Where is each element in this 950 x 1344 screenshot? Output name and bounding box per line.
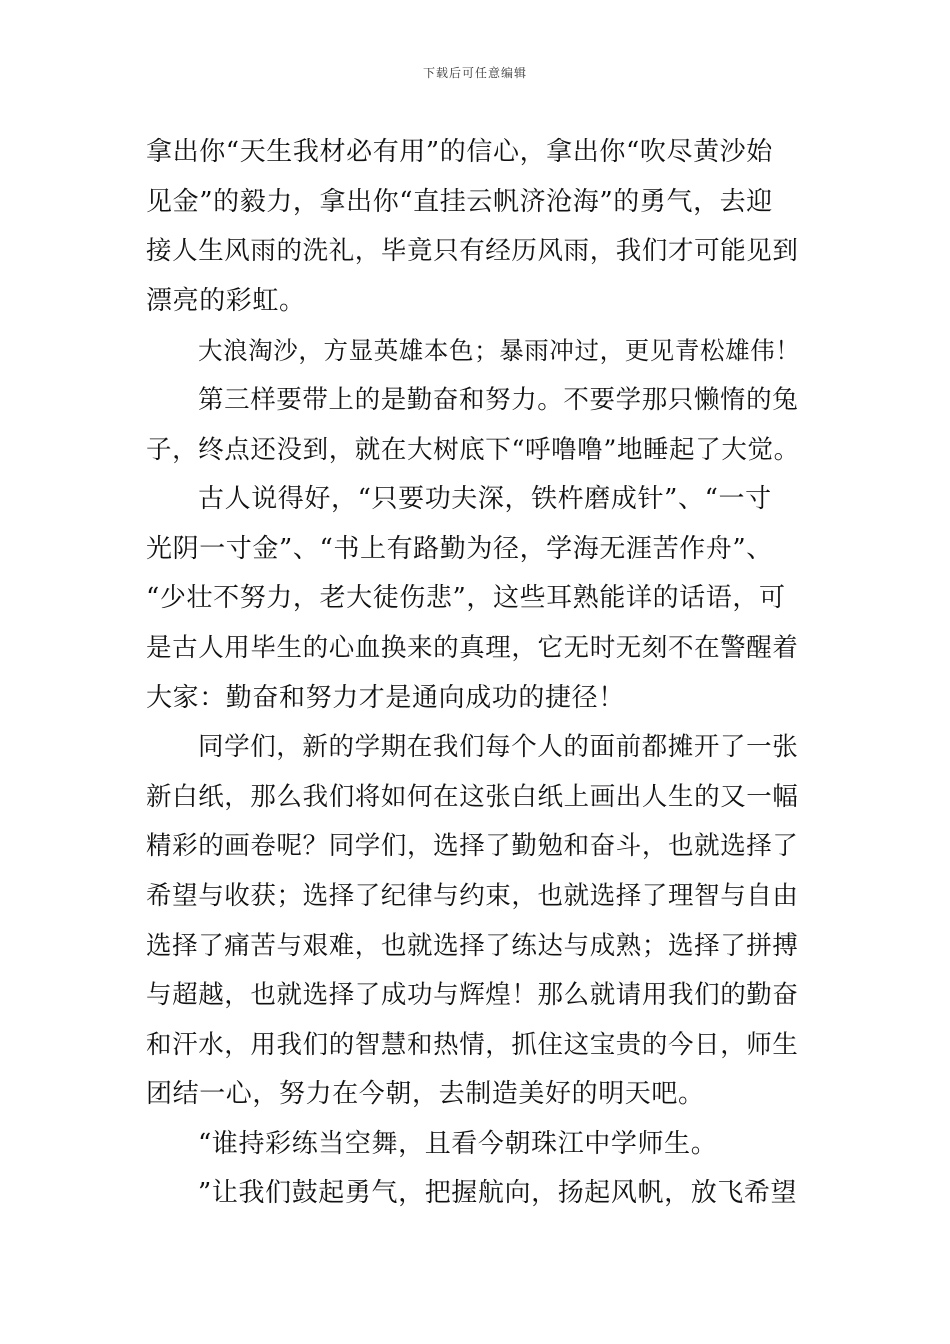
text-line: 和汗水，用我们的智慧和热情，抓住这宝贵的今日，师生 [146,1029,799,1060]
text-line: 接人生风雨的洗礼，毕竟只有经历风雨，我们才可能见到 [146,236,799,267]
text-line: 同学们，新的学期在我们每个人的面前都摊开了一张 [198,732,799,763]
text-line: “少壮不努力，老大徒伤悲”，这些耳熟能详的话语，可 [146,583,786,614]
page-header: 下载后可任意编辑 [422,66,527,80]
text-line: 大浪淘沙，方显英雄本色；暴雨冲过，更见青松雄伟！ [198,336,801,366]
text-line: 新白纸，那么我们将如何在这张白纸上画出人生的又一幅 [146,781,799,812]
text-line: “谁持彩练当空舞，且看今朝珠江中学师生。 [198,1128,718,1159]
text-line: ”让我们鼓起勇气，把握航向，扬起风帆，放飞希望 [198,1178,798,1209]
text-line: 大家：勤奋和努力才是通向成功的捷径！ [146,682,625,713]
text-line: 子，终点还没到，就在大树底下“呼噜噜”地睡起了大觉。 [146,434,800,465]
text-line: 光阴一寸金”、“书上有路勤为径，学海无涯苦作舟”、 [146,533,773,564]
text-line: 希望与收获；选择了纪律与约束，也就选择了理智与自由 [146,880,799,911]
text-line: 是古人用毕生的心血换来的真理，它无时无刻不在警醒着 [146,632,799,663]
text-line: 漂亮的彩虹。 [146,285,306,316]
text-line: 选择了痛苦与艰难，也就选择了练达与成熟；选择了拼搏 [146,930,799,961]
text-line: 精彩的画卷呢？同学们，选择了勤勉和奋斗，也就选择了 [146,831,799,862]
text-line: 见金”的毅力，拿出你“直挂云帆济沧海”的勇气，去迎 [146,186,773,217]
text-line: 古人说得好，“只要功夫深，铁杵磨成针”、“一寸 [198,484,772,515]
text-line: 拿出你“天生我材必有用”的信心，拿出你“吹尽黄沙始 [146,137,773,167]
text-line: 与超越，也就选择了成功与辉煌！那么就请用我们的勤奋 [146,980,799,1011]
text-line: 第三样要带上的是勤奋和努力。不要学那只懒惰的兔 [198,384,799,415]
text-line: 团结一心，努力在今朝，去制造美好的明天吧。 [146,1079,705,1110]
body-text [146,128,806,1219]
